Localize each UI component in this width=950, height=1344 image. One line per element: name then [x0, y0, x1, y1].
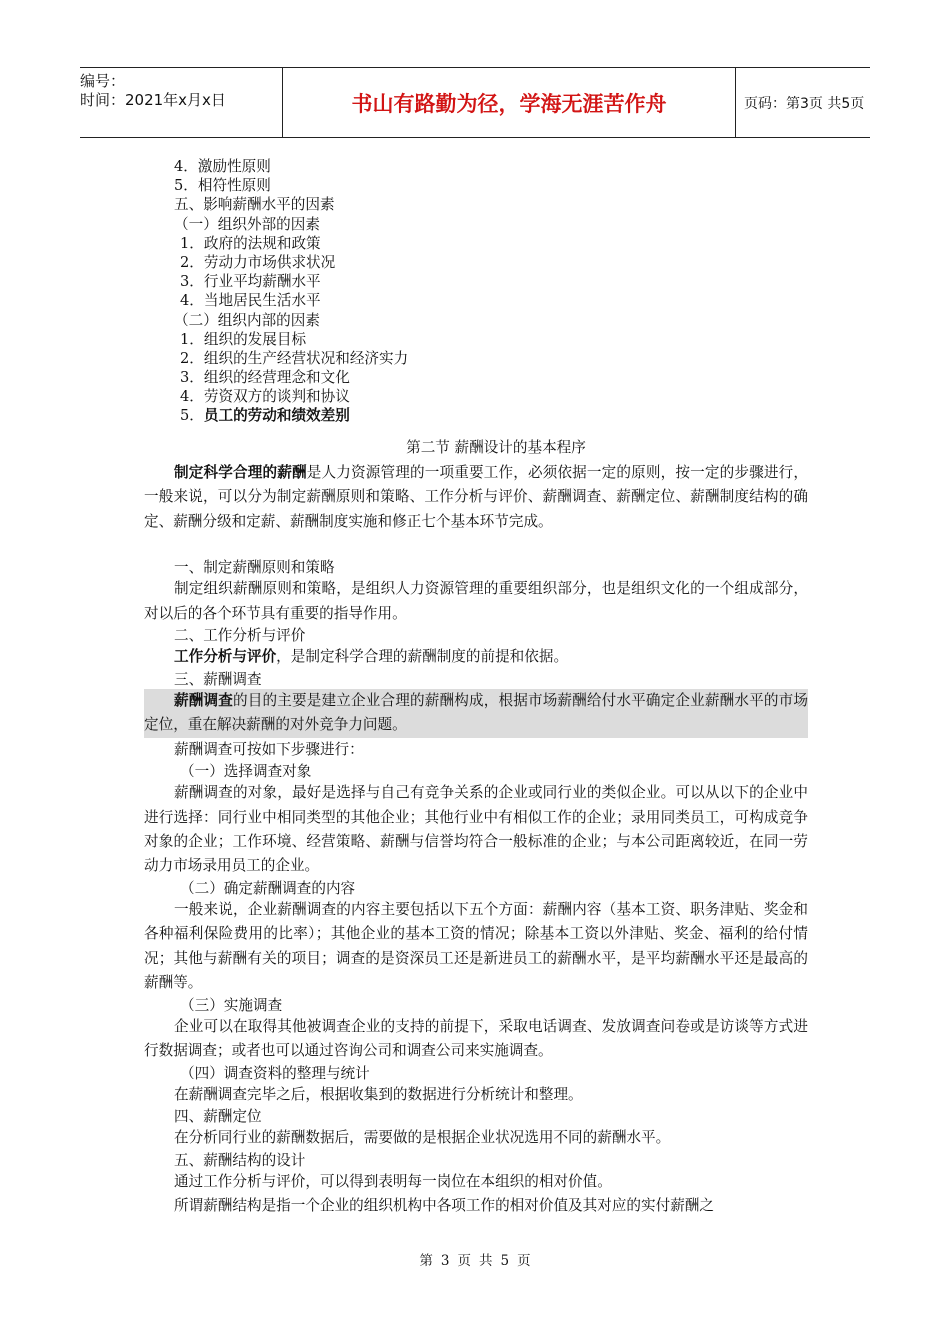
page-footer [0, 1249, 950, 1269]
section-heading: 五、薪酬结构的设计 [174, 1151, 306, 1169]
list-item: 4．激励性原则 [174, 158, 271, 175]
bold-text: 员工的劳动和绩效差别 [203, 407, 350, 425]
list-item: 2．劳动力市场供求状况 [180, 253, 336, 271]
doc-date-label: 时间：2021年x月x日 [80, 91, 226, 109]
list-number: 5． [180, 407, 204, 425]
section-heading: 四、薪酬定位 [174, 1108, 262, 1126]
list-item: 3．行业平均薪酬水平 [180, 273, 321, 291]
sub-heading: （三）实施调查 [180, 996, 283, 1014]
header-page-cell [736, 68, 878, 137]
footer-text: 第 [419, 1253, 433, 1269]
section-heading: 五、影响薪酬水平的因素 [174, 196, 335, 214]
list-item [144, 406, 808, 425]
footer-text: 页 [457, 1253, 471, 1269]
paragraph: 薪酬调查可按如下步骤进行： [174, 740, 364, 758]
document-body [144, 157, 808, 1219]
section-heading: 三、薪酬调查 [174, 670, 262, 688]
paragraph: 薪酬调查的对象，最好是选择与自己有竞争关系的企业或同行业的类似企业。可以从以下的企业中进行选择：同行业中相同类型的其他企业；其他行业中有相似工作的企业；录用同类员工，可构成竞争对象的企业；工作环境、经营策略、薪酬与信誉均符合一般标准的企业；与本公司距离较近，在同一劳动力市场录用员工的企业。 [144, 784, 808, 875]
paragraph: 制定组织薪酬原则和策略，是组织人力资源管理的重要组织部分，也是组织文化的一个组成部分，对以后的各个环节具有重要的指导作用。 [144, 580, 808, 622]
paragraph: 企业可以在取得其他被调查企业的支持的前提下，采取电话调查、发放调查问卷或是访谈等方式进行数据调查；或者也可以通过咨询公司和调查公司来实施调查。 [144, 1017, 808, 1060]
paragraph: 一般来说，企业薪酬调查的内容主要包括以下五个方面：薪酬内容（基本工资、职务津贴、奖金和各种福利保险费用的比率）；其他企业的基本工资的情况；除基本工资以外津贴、奖金、福利的给付情况；其他与薪酬有关的项目；调查的是资深员工还是新进员工的薪酬水平，是平均薪酬水平还是最高的薪酬等。 [144, 901, 808, 992]
sub-heading: （二）组织内部的因素 [174, 311, 320, 329]
paragraph-text: ，是制定科学合理的薪酬制度的前提和依据。 [276, 648, 569, 666]
page-header [80, 67, 870, 138]
highlighted-paragraph [144, 689, 808, 738]
bold-text: 工作分析与评价 [174, 648, 277, 666]
paragraph [144, 645, 808, 669]
bold-text: 薪酬调查 [174, 691, 233, 709]
paragraph-text: 的目的主要是建立企业合理的薪酬构成，根据市场薪酬给付水平确定企业薪酬水平的市场定位，重在解决薪酬的对外竞争力问题。 [144, 691, 808, 734]
doc-number-label: 编号： [80, 72, 126, 90]
paragraph: 在薪酬调查完毕之后，根据收集到的数据进行分析统计和整理。 [174, 1085, 583, 1103]
header-motto-cell [282, 68, 736, 137]
paragraph: 通过工作分析与评价，可以得到表明每一岗位在本组织的相对价值。 [174, 1173, 612, 1191]
section-title: 第二节 薪酬设计的基本程序 [406, 438, 586, 456]
footer-page-number: 3 [440, 1253, 450, 1269]
motto-text: 书山有路勤为径，学海无涯苦作舟 [351, 91, 667, 116]
sub-heading: （一）组织外部的因素 [174, 215, 320, 233]
header-meta [80, 68, 280, 141]
list-item: 4．劳资双方的谈判和协议 [180, 388, 350, 406]
list-item: 1．政府的法规和政策 [180, 234, 321, 252]
list-item: 2．组织的生产经营状况和经济实力 [180, 349, 409, 367]
spacer [144, 534, 808, 558]
footer-text: 共 [479, 1253, 493, 1269]
sub-heading: （四）调查资料的整理与统计 [180, 1064, 370, 1082]
page-indicator: 页码：第3页 共5页 [744, 95, 865, 112]
paragraph: 在分析同行业的薪酬数据后，需要做的是根据企业状况选用不同的薪酬水平。 [174, 1129, 671, 1147]
paragraph [144, 461, 808, 534]
list-item: 4．当地居民生活水平 [180, 292, 321, 310]
sub-heading: （一）选择调查对象 [180, 763, 312, 781]
section-heading: 二、工作分析与评价 [174, 627, 306, 645]
list-item: 5．相符性原则 [174, 177, 271, 195]
sub-heading: （二）确定薪酬调查的内容 [180, 879, 356, 897]
list-item: 1．组织的发展目标 [180, 330, 307, 348]
footer-total-pages: 5 [500, 1253, 510, 1269]
footer-text: 页 [517, 1253, 531, 1269]
paragraph: 所谓薪酬结构是指一个企业的组织机构中各项工作的相对价值及其对应的实付薪酬之 [174, 1197, 714, 1215]
paragraph-text: 是人力资源管理的一项重要工作，必须依据一定的原则，按一定的步骤进行，一般来说，可以分为制定薪酬原则和策略、工作分析与评价、薪酬调查、薪酬定位、薪酬制度结构的确定、薪酬分级和定薪、薪酬制度实施和修正七个基本环节完成。 [144, 463, 808, 530]
section-heading: 一、制定薪酬原则和策略 [174, 559, 335, 577]
list-item: 3．组织的经营理念和文化 [180, 369, 350, 387]
bold-text: 制定科学合理的薪酬 [174, 463, 307, 481]
